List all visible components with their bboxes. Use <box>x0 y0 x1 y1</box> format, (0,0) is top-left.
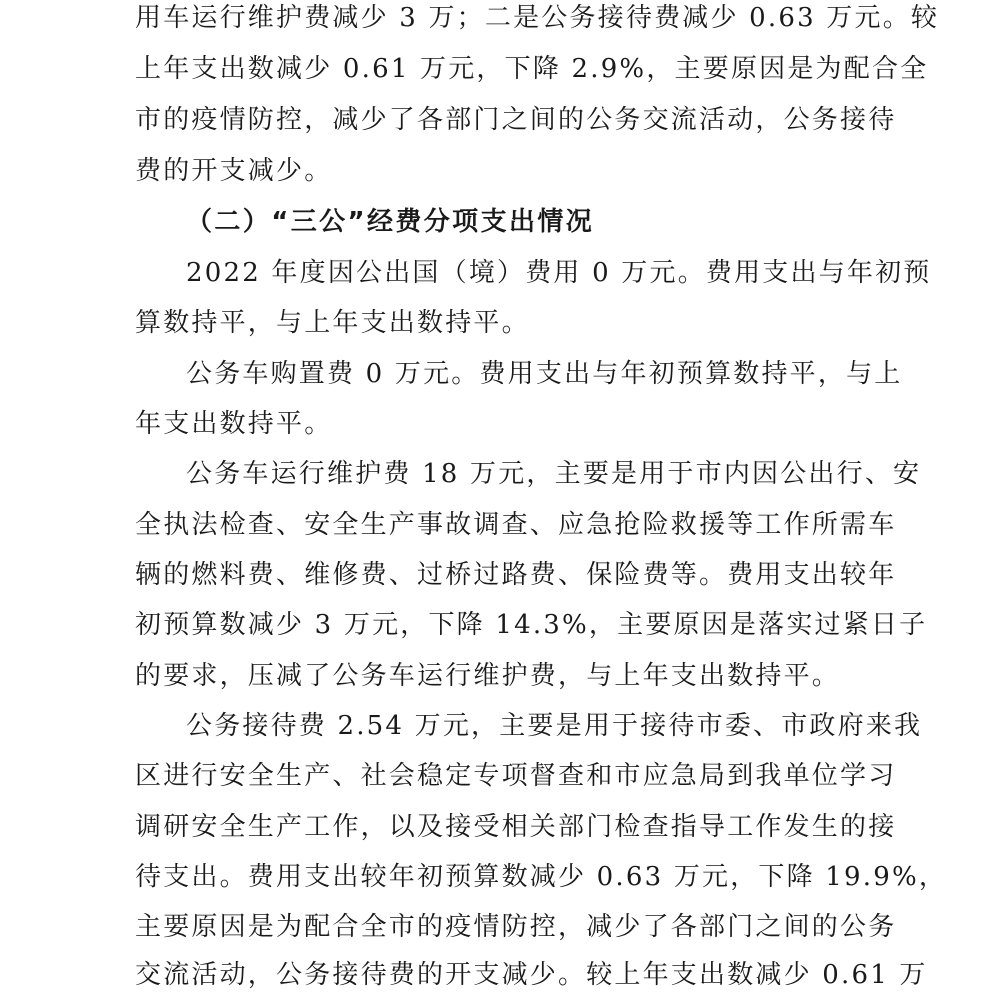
paragraph-line-9: 年支出数持平。 <box>135 409 333 439</box>
paragraph-line-6: 2022 年度因公出国（境）费用 0 万元。费用支出与年初预 <box>186 258 932 288</box>
paragraph-line-4: 费的开支减少。 <box>135 156 333 186</box>
paragraph-line-11: 全执法检查、安全生产事故调查、应急抢险救援等工作所需车 <box>135 510 897 540</box>
paragraph-line-12: 辆的燃料费、维修费、过桥过路费、保险费等。费用支出较年 <box>135 560 897 590</box>
paragraph-line-18: 待支出。费用支出较年初预算数减少 0.63 万元，下降 19.9%， <box>135 862 948 892</box>
paragraph-line-2: 上年支出数减少 0.61 万元，下降 2.9%，主要原因是为配合全 <box>135 54 929 84</box>
paragraph-line-14: 的要求，压减了公务车运行维护费，与上年支出数持平。 <box>135 661 841 691</box>
section-heading: （二）“三公”经费分项支出情况 <box>186 207 595 237</box>
paragraph-line-17: 调研安全生产工作，以及接受相关部门检查指导工作发生的接 <box>135 812 897 842</box>
paragraph-line-7: 算数持平，与上年支出数持平。 <box>135 308 530 338</box>
paragraph-line-13: 初预算数减少 3 万元，下降 14.3%，主要原因是落实过紧日子 <box>135 610 928 640</box>
paragraph-line-3: 市的疫情防控，减少了各部门之间的公务交流活动，公务接待 <box>135 105 897 135</box>
paragraph-line-19: 主要原因是为配合全市的疫情防控，减少了各部门之间的公务 <box>135 912 897 942</box>
paragraph-line-15: 公务接待费 2.54 万元，主要是用于接待市委、市政府来我 <box>186 711 923 741</box>
paragraph-line-1: 用车运行维护费减少 3 万；二是公务接待费减少 0.63 万元。较 <box>135 3 940 33</box>
paragraph-line-16: 区进行安全生产、社会稳定专项督查和市应急局到我单位学习 <box>135 761 897 791</box>
paragraph-line-20: 交流活动，公务接待费的开支减少。较上年支出数减少 0.61 万 <box>135 960 928 990</box>
paragraph-line-10: 公务车运行维护费 18 万元，主要是用于市内因公出行、安 <box>186 459 922 489</box>
paragraph-line-8: 公务车购置费 0 万元。费用支出与年初预算数持平，与上 <box>186 359 903 389</box>
